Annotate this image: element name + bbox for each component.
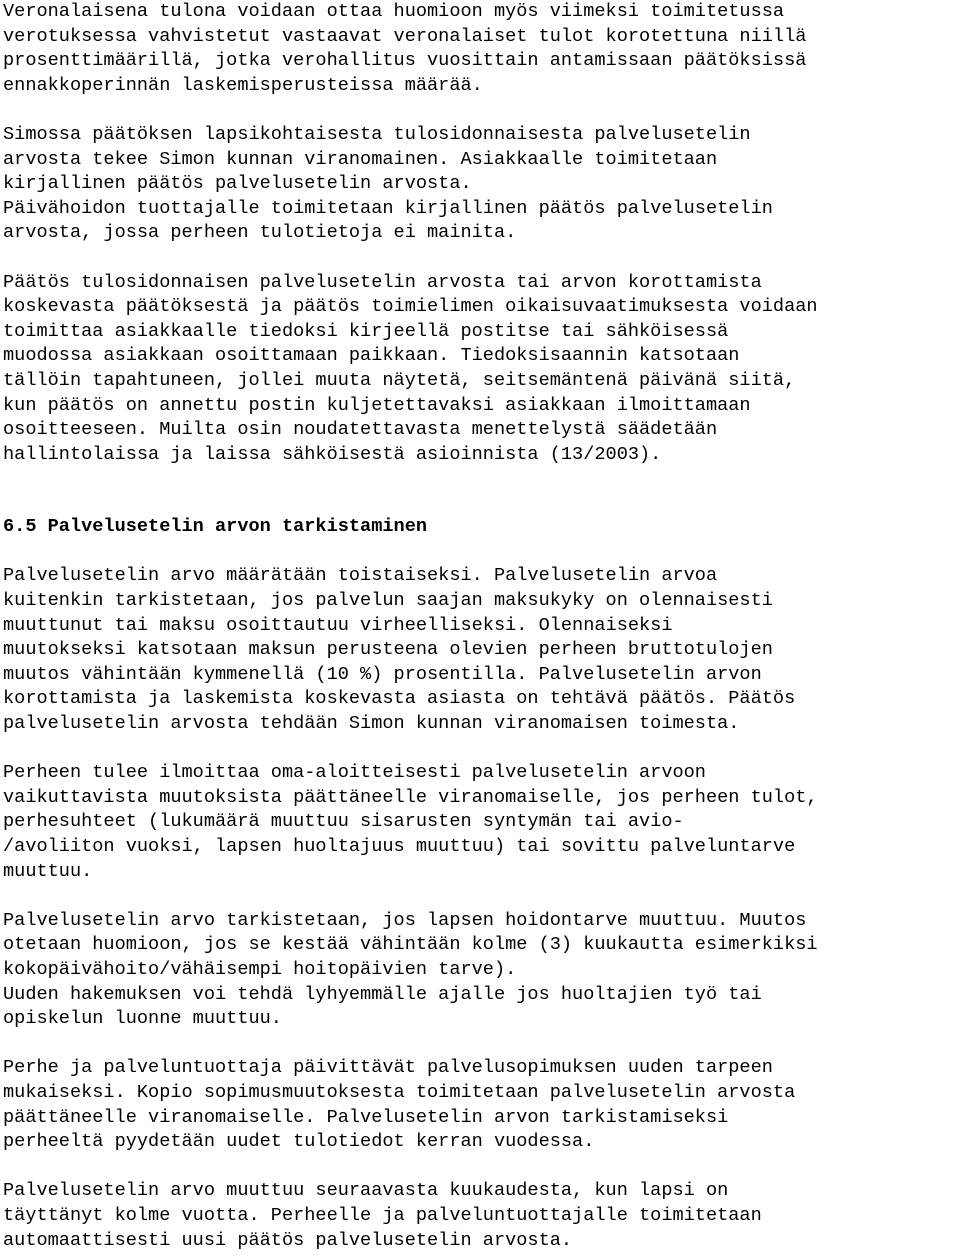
text-line: Palvelusetelin arvo määrätään toistaiseksi. Palvelusetelin arvoa bbox=[3, 565, 718, 587]
text-line: arvosta tekee Simon kunnan viranomainen. Asiakkaalle toimitetaan bbox=[3, 148, 718, 170]
text-line: kirjallinen päätös palvelusetelin arvosta. bbox=[3, 173, 472, 195]
text-line: kun päätös on annettu postin kuljetettavaksi asiakkaan ilmoittamaan bbox=[3, 394, 751, 416]
text-line: muuttuu. bbox=[3, 860, 93, 882]
text-line: Palvelusetelin arvo muuttuu seuraavasta kuukaudesta, kun lapsi on bbox=[3, 1180, 729, 1202]
text-line: vaikuttavista muutoksista päättäneelle viranomaiselle, jos perheen tulot, bbox=[3, 786, 818, 808]
text-line: korottamista ja laskemista koskevasta asiasta on tehtävä päätös. Päätös bbox=[3, 688, 796, 710]
text-line: kuitenkin tarkistetaan, jos palvelun saajan maksukyky on olennaisesti bbox=[3, 590, 773, 612]
text-line: Päätös tulosidonnaisen palvelusetelin arvosta tai arvon korottamista bbox=[3, 271, 762, 293]
text-line: osoitteeseen. Muilta osin noudatettavasta menettelystä säädetään bbox=[3, 419, 718, 441]
text-line: palvelusetelin arvosta tehdään Simon kunnan viranomaisen toimesta. bbox=[3, 713, 740, 735]
text-line: täyttänyt kolme vuotta. Perheelle ja palveluntuottajalle toimitetaan bbox=[3, 1204, 762, 1226]
text-line: muodossa asiakkaan osoittamaan paikkaan. Tiedoksisaannin katsotaan bbox=[3, 345, 740, 367]
section-heading: 6.5 Palvelusetelin arvon tarkistaminen bbox=[3, 516, 428, 538]
paragraph-delivery bbox=[3, 271, 960, 468]
text-line: automaattisesti uusi päätös palvelusetelin arvosta. bbox=[3, 1229, 573, 1251]
paragraph-spacer bbox=[3, 246, 960, 271]
text-line: päättäneelle viranomaiselle. Palvelusetelin arvon tarkistamiseksi bbox=[3, 1106, 729, 1128]
paragraph-spacer bbox=[3, 884, 960, 909]
text-line: opiskelun luonne muuttuu. bbox=[3, 1008, 282, 1030]
text-line: ennakkoperinnän laskemisperusteissa määrää. bbox=[3, 74, 483, 96]
paragraph-spacer bbox=[3, 1155, 960, 1180]
paragraph-care-need bbox=[3, 909, 960, 1032]
paragraph-spacer bbox=[3, 98, 960, 123]
document-page bbox=[3, 0, 960, 1253]
paragraph-service-agreement bbox=[3, 1056, 960, 1154]
text-line: Palvelusetelin arvo tarkistetaan, jos lapsen hoidontarve muuttuu. Muutos bbox=[3, 909, 807, 931]
text-line: mukaiseksi. Kopio sopimusmuutoksesta toimitetaan palvelusetelin arvosta bbox=[3, 1081, 796, 1103]
paragraph-spacer bbox=[3, 1032, 960, 1057]
text-line: /avoliiton vuoksi, lapsen huoltajuus muuttuu) tai sovittu palveluntarve bbox=[3, 836, 796, 857]
text-line: prosenttimäärillä, jotka verohallitus vuosittain antamissaan päätöksissä bbox=[3, 50, 807, 72]
paragraph-spacer bbox=[3, 737, 960, 762]
paragraph-decision-maker bbox=[3, 123, 960, 246]
text-line: tällöin tapahtuneen, jollei muuta näytetä, seitsemäntenä päivänä siitä, bbox=[3, 369, 796, 391]
text-line: Päivähoidon tuottajalle toimitetaan kirjallinen päätös palvelusetelin bbox=[3, 197, 773, 219]
text-line: toimittaa asiakkaalle tiedoksi kirjeellä postitse tai sähköisessä bbox=[3, 320, 729, 342]
text-line: muutokseksi katsotaan maksun perusteena olevien perheen bruttotulojen bbox=[3, 639, 773, 661]
text-line: verotuksessa vahvistetut vastaavat veronalaiset tulot korotettuna niillä bbox=[3, 25, 807, 47]
text-line: muutos vähintään kymmenellä (10 %) prosentilla. Palvelusetelin arvon bbox=[3, 663, 762, 685]
paragraph-family-notice bbox=[3, 761, 960, 884]
text-line: perheeltä pyydetään uudet tulotiedot kerran vuodessa. bbox=[3, 1131, 595, 1153]
paragraph-age-change bbox=[3, 1179, 960, 1253]
text-line: kokopäivähoito/vähäisempi hoitopäivien tarve). bbox=[3, 958, 517, 980]
text-line: Perhe ja palveluntuottaja päivittävät palvelusopimuksen uuden tarpeen bbox=[3, 1057, 773, 1079]
text-line: Uuden hakemuksen voi tehdä lyhyemmälle ajalle jos huoltajien työ tai bbox=[3, 983, 762, 1005]
paragraph-taxable-income bbox=[3, 0, 960, 98]
text-line: hallintolaissa ja laissa sähköisestä asioinnista (13/2003). bbox=[3, 443, 662, 465]
paragraph-spacer bbox=[3, 540, 960, 565]
text-line: muuttunut tai maksu osoittautuu virheelliseksi. Olennaiseksi bbox=[3, 614, 673, 636]
text-line: Simossa päätöksen lapsikohtaisesta tulosidonnaisesta palvelusetelin bbox=[3, 123, 751, 145]
text-line: arvosta, jossa perheen tulotietoja ei mainita. bbox=[3, 222, 517, 244]
text-line: koskevasta päätöksestä ja päätös toimielimen oikaisuvaatimuksesta voidaan bbox=[3, 296, 818, 318]
text-line: Perheen tulee ilmoittaa oma-aloitteisesti palvelusetelin arvoon bbox=[3, 762, 706, 784]
paragraph-value-review bbox=[3, 564, 960, 736]
text-line: perhesuhteet (lukumäärä muuttuu sisarusten syntymän tai avio- bbox=[3, 811, 684, 833]
text-line: Veronalaisena tulona voidaan ottaa huomioon myös viimeksi toimitetussa bbox=[3, 1, 785, 22]
section-spacer bbox=[3, 467, 960, 515]
text-line: otetaan huomioon, jos se kestää vähintään kolme (3) kuukautta esimerkiksi bbox=[3, 934, 818, 956]
